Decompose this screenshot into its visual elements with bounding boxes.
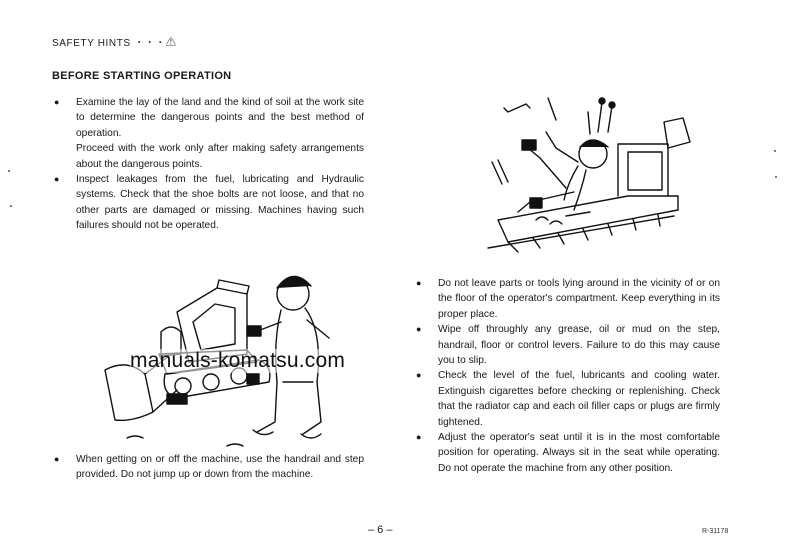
bullet-icon: ● — [416, 278, 422, 288]
list-item — [52, 452, 364, 483]
margin-speck — [774, 150, 776, 152]
margin-speck — [10, 205, 12, 207]
bullet-icon: ● — [54, 174, 60, 185]
right-column — [414, 276, 720, 476]
margin-speck — [775, 176, 777, 178]
list-item — [414, 276, 720, 322]
list-item-text: Do not leave parts or tools lying around in the vicinity of or on the floor of the operator's compartment. Keep everything in its proper place. — [438, 278, 720, 320]
operator-slipping-illustration — [478, 92, 696, 262]
reference-code: R-31178 — [702, 528, 729, 535]
list-item-text: Check the level of the fuel, lubricants and cooling water. Extinguish cigarettes before checking or replenishing. Check that the radiator cap and each oil filler caps or plugs are firmly tightened. — [438, 370, 720, 428]
list-item — [52, 95, 364, 172]
margin-speck — [8, 170, 10, 172]
warning-icon: ・・・⚠ — [134, 38, 177, 49]
header-title: SAFETY HINTS — [52, 38, 131, 49]
watermark: manuals-komatsu.com — [130, 349, 346, 372]
list-item-text: Wipe off throughly any grease, oil or mud on the step, handrail, floor or control levers. Failure to do this may cause you to slip. — [438, 324, 720, 367]
page-header — [52, 34, 177, 49]
list-item — [414, 368, 720, 430]
list-item — [414, 322, 720, 368]
list-item-text: When getting on or off the machine, use the handrail and step provided. Do not jump up or down from the machine. — [76, 454, 364, 481]
bullet-icon: ● — [54, 97, 60, 107]
left-column — [52, 95, 364, 234]
bottom-left-column — [52, 452, 364, 483]
bullet-icon: ● — [54, 454, 60, 464]
bullet-icon: ● — [416, 324, 422, 335]
list-item-text: Adjust the operator's seat until it is in the most comfortable position for operating. Always sit in the seat while operating. Do not operate the machine from any other position. — [438, 432, 720, 474]
page-number: – 6 – — [368, 524, 393, 536]
list-item — [414, 430, 720, 476]
list-item-text: Examine the lay of the land and the kind of soil at the work site to determine the dangerous points and the best method of operation. — [76, 97, 364, 139]
list-item-text: Proceed with the work only after making safety arrangements about the dangerous points. — [76, 143, 364, 170]
list-item-text: Inspect leakages from the fuel, lubricating and Hydraulic systems. Check that the shoe bolts are not loose, and that no other parts are damaged or missing. Machines having such failures should not be operated. — [76, 174, 364, 232]
bullet-icon: ● — [416, 432, 422, 443]
list-item — [52, 172, 364, 234]
bullet-icon: ● — [416, 370, 422, 381]
section-title: BEFORE STARTING OPERATION — [52, 70, 232, 82]
